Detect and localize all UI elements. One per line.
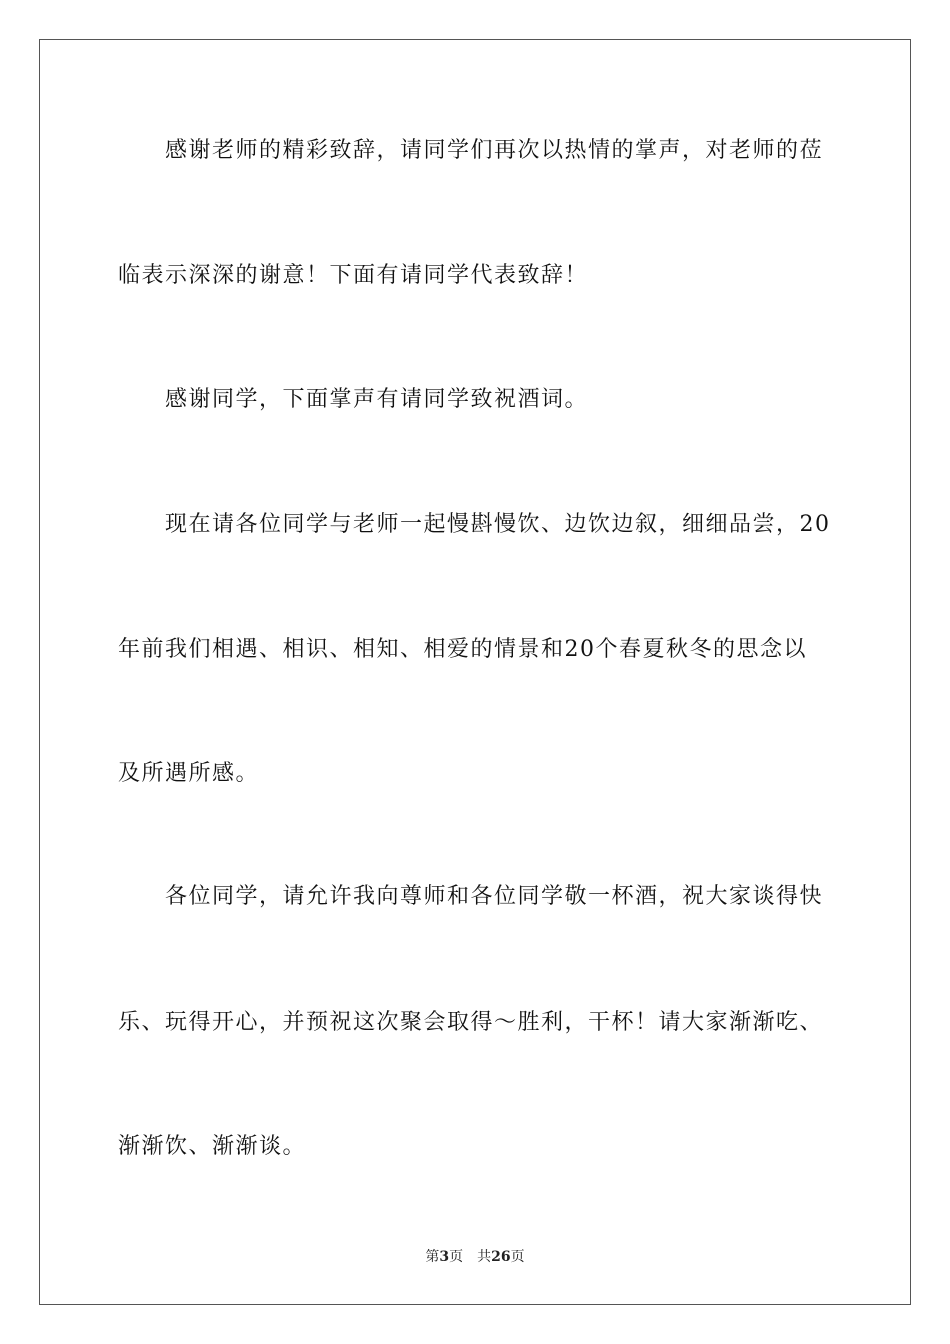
- total-suffix: 页: [510, 1249, 525, 1265]
- page-suffix: 页: [449, 1249, 464, 1265]
- paragraph-4-line-2: 乐、玩得开心，并预祝这次聚会取得～胜利，干杯！请大家渐渐吃、: [118, 1010, 824, 1035]
- paragraph-2-line-1: 感谢同学，下面掌声有请同学致祝酒词。: [165, 387, 589, 412]
- total-prefix: 共: [477, 1249, 492, 1265]
- page-footer: [0, 1248, 950, 1266]
- paragraph-4-line-1: 各位同学，请允许我向尊师和各位同学敬一杯酒，祝大家谈得快: [165, 884, 824, 909]
- page-frame: [39, 39, 911, 1305]
- total-pages: 26: [491, 1249, 511, 1265]
- paragraph-3-line-3: 及所遇所感。: [118, 761, 260, 786]
- paragraph-3-line-1: 现在请各位同学与老师一起慢斟慢饮、边饮边叙，细细品尝，20: [165, 512, 831, 537]
- paragraph-3-line-2: 年前我们相遇、相识、相知、相爱的情景和20个春夏秋冬的思念以: [118, 637, 807, 662]
- paragraph-4-line-3: 渐渐饮、渐渐谈。: [118, 1134, 307, 1159]
- page-prefix: 第: [425, 1249, 440, 1265]
- paragraph-1-line-1: 感谢老师的精彩致辞，请同学们再次以热情的掌声，对老师的莅: [165, 138, 824, 163]
- page-number: 3: [439, 1249, 450, 1265]
- paragraph-1-line-2: 临表示深深的谢意！下面有请同学代表致辞！: [118, 263, 589, 288]
